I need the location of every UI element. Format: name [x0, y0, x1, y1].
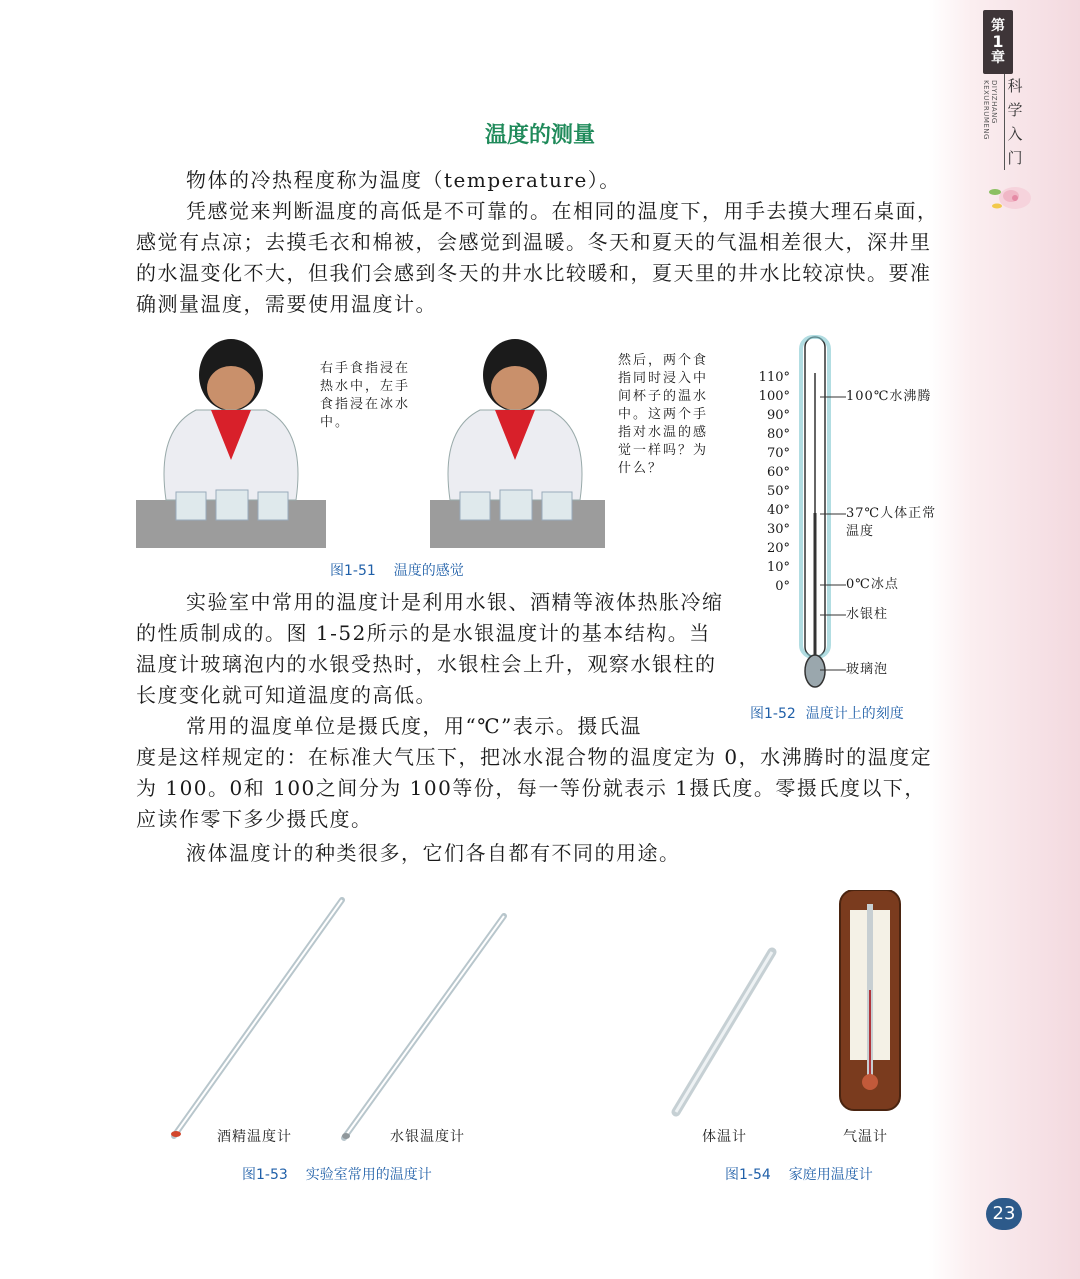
- caption-figure-1-51: [330, 560, 464, 580]
- scale-tick-label: 10°: [766, 560, 790, 575]
- caption-text: 温度计上的刻度: [805, 706, 904, 722]
- chapter-subtitle-char: 学: [1007, 101, 1023, 119]
- paragraph-thermometer-principle: 实验室中常用的温度计是利用水银、酒精等液体热胀冷缩的性质制成的。图 1-52所示的是水银温度计的基本结构。当温度计玻璃泡内的水银受热时，水银柱会上升，观察水银柱的长度变化就可知道温度的高低。: [136, 590, 724, 707]
- page-number-badge: 23: [986, 1198, 1022, 1230]
- scale-tick-label: 50°: [766, 484, 790, 499]
- scale-tick-label: 80°: [766, 427, 790, 442]
- caption-figure-1-52: [750, 703, 904, 723]
- caption-number: 图1-54: [725, 1167, 771, 1183]
- caption-text: 温度的感觉: [393, 563, 464, 579]
- scale-tick-label: 40°: [766, 503, 790, 518]
- flower-decoration-icon: [985, 178, 1045, 218]
- caption-text: 实验室常用的温度计: [305, 1167, 432, 1183]
- scale-tick-label: 100°: [758, 389, 790, 404]
- scale-tick-label: 0°: [775, 579, 790, 594]
- caption-number: 图1-52: [750, 706, 796, 722]
- label-alcohol-thermometer: 酒精温度计: [217, 1129, 292, 1145]
- scale-tick-label: 90°: [766, 408, 790, 423]
- chapter-subtitle-char: 门: [1007, 149, 1023, 167]
- paragraph-thermometer-types: 液体温度计的种类很多，它们各自都有不同的用途。: [186, 841, 681, 865]
- scale-tick-label: 70°: [766, 446, 790, 461]
- paragraph-feeling: 凭感觉来判断温度的高低是不可靠的。在相同的温度下，用手去摸大理石桌面，感觉有点凉；去摸毛衣和棉被，会感觉到温暖。冬天和夏天的气温相差很大，深井里的水温变化不大，但我们会感到冬天的井水比较暖和，夏天里的井水比较凉快。要准确测量温度，需要使用温度计。: [136, 199, 939, 316]
- caption-text: 家庭用温度计: [788, 1167, 873, 1183]
- caption-number: 图1-53: [242, 1167, 288, 1183]
- photo-student-warm-water: [430, 330, 605, 548]
- label-boiling-point: 100℃水沸腾: [846, 389, 932, 404]
- paragraph-celsius-definition: 度是这样规定的：在标准大气压下，把冰水混合物的温度定为 0，水沸腾时的温度定为 100。0和 100之间分为 100等份，每一等份就表示 1摄氏度。零摄氏度以下，应读作零下多少摄氏度。: [136, 745, 933, 831]
- photo-student-hot-cold-water: [136, 330, 326, 548]
- alcohol-bulb-icon: [171, 1131, 181, 1137]
- chapter-label-top: 第: [991, 18, 1005, 34]
- scale-tick-label: 20°: [766, 541, 790, 556]
- caption-figure-1-53: [242, 1164, 432, 1184]
- paragraph-celsius-intro: 常用的温度单位是摄氏度，用“℃”表示。摄氏温: [186, 714, 642, 738]
- paragraph-definition: 物体的冷热程度称为温度（temperature）。: [186, 168, 621, 192]
- chapter-subtitle-char: 入: [1007, 125, 1023, 143]
- scale-tick-label: 110°: [758, 370, 790, 385]
- chapter-label-bottom: 章: [991, 50, 1005, 66]
- label-mercury-thermometer: 水银温度计: [390, 1129, 465, 1145]
- scale-tick-label: 30°: [766, 522, 790, 537]
- label-mercury-column: 水银柱: [846, 607, 889, 622]
- label-glass-bulb: 玻璃泡: [846, 662, 889, 677]
- label-weather-thermometer: 气温计: [843, 1129, 888, 1145]
- caption-figure-1-54: [725, 1164, 873, 1184]
- section-title: 温度的测量: [484, 123, 595, 148]
- chapter-pinyin: DIYIZHANG KEXUERUMENG: [982, 80, 998, 140]
- note-warm-water-question: 然后，两个食指同时浸入中间杯子的温水中。这两个手指对水温的感觉一样吗？为什么？: [618, 353, 709, 476]
- thermometers-illustration: [160, 890, 980, 1150]
- chapter-subtitle-char: 科: [1007, 77, 1023, 95]
- caption-number: 图1-51: [330, 563, 376, 579]
- chapter-number: 1: [992, 32, 1004, 51]
- label-ice-point: 0℃冰点: [846, 577, 899, 592]
- scale-tick-label: 60°: [766, 465, 790, 480]
- label-body-temperature: 37℃人体正常温度: [846, 506, 937, 539]
- label-clinical-thermometer: 体温计: [702, 1129, 747, 1145]
- note-hot-cold: 右手食指浸在热水中，左手食指浸在冰水中。: [320, 361, 411, 430]
- chapter-tab: [983, 10, 1013, 74]
